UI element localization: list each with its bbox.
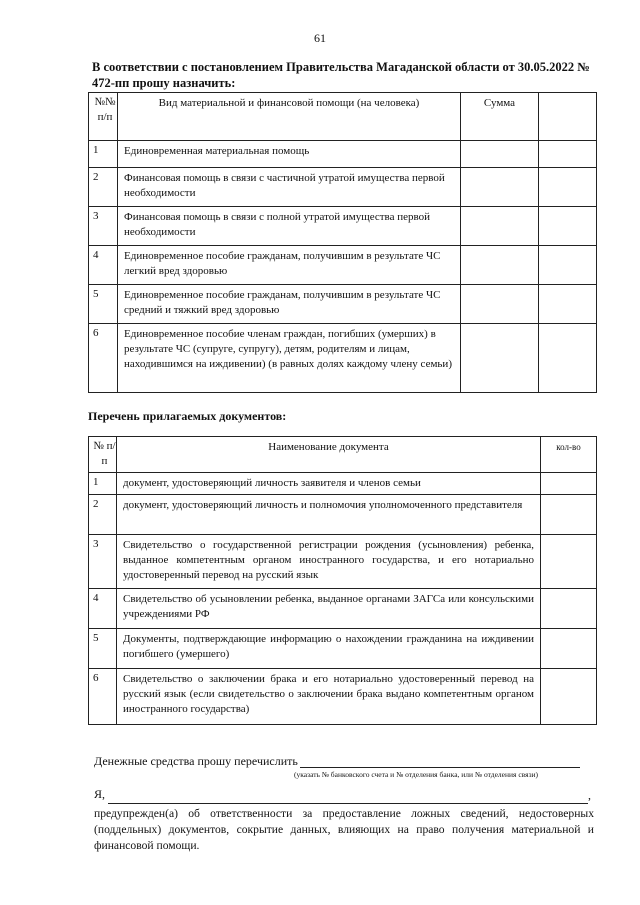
intro-heading: В соответствии с постановлением Правительства Магаданской области от 30.05.2022 № 472-пп прошу назначить: — [92, 60, 590, 90]
declarant-name-field[interactable] — [108, 803, 588, 804]
aid-row-text: Единовременное пособие гражданам, получившим в результате ЧС легкий вред здоровью — [118, 246, 461, 285]
aid-header-extra — [539, 93, 597, 141]
docs-table — [88, 436, 597, 725]
docs-qty-cell[interactable] — [541, 495, 597, 535]
bank-account-field[interactable] — [300, 767, 580, 768]
aid-table — [88, 92, 597, 393]
docs-row — [89, 535, 597, 589]
aid-sum-cell[interactable] — [461, 246, 539, 285]
aid-row-num: 4 — [89, 246, 118, 285]
aid-extra-cell[interactable] — [539, 207, 597, 246]
aid-sum-cell[interactable] — [461, 285, 539, 324]
docs-section-title: Перечень прилагаемых документов: — [88, 409, 287, 423]
docs-row-num: 4 — [89, 589, 117, 629]
aid-row-num: 5 — [89, 285, 118, 324]
aid-header-type: Вид материальной и финансовой помощи (на человека) — [118, 93, 461, 141]
money-transfer-label: Денежные средства прошу перечислить — [94, 754, 298, 768]
aid-row-text: Единовременное пособие гражданам, получившим в результате ЧС средний и тяжкий вред здоровью — [118, 285, 461, 324]
aid-row-num: 6 — [89, 324, 118, 393]
docs-qty-cell[interactable] — [541, 629, 597, 669]
declarant-prefix: Я, — [94, 787, 106, 801]
docs-qty-cell[interactable] — [541, 535, 597, 589]
docs-qty-cell[interactable] — [541, 669, 597, 725]
docs-row-num: 6 — [89, 669, 117, 725]
aid-row-num: 1 — [89, 141, 118, 168]
aid-row — [89, 285, 597, 324]
docs-table-header — [89, 437, 597, 473]
docs-row — [89, 669, 597, 725]
docs-row — [89, 589, 597, 629]
docs-row-num: 3 — [89, 535, 117, 589]
aid-row — [89, 207, 597, 246]
aid-row-text: Финансовая помощь в связи с полной утратой имущества первой необходимости — [118, 207, 461, 246]
aid-extra-cell[interactable] — [539, 168, 597, 207]
liability-warning: предупрежден(а) об ответственности за предоставление ложных сведений, недостоверных (поддельных) документов, сокрытие данных, влияющих на право получения материальной и финансовой помощи. — [94, 807, 594, 852]
aid-row-text: Единовременная материальная помощь — [118, 141, 461, 168]
aid-sum-cell[interactable] — [461, 168, 539, 207]
aid-header-num: №№ п/п — [89, 93, 118, 141]
aid-header-sum: Сумма — [461, 93, 539, 141]
bank-account-hint: (указать № банковского счета и № отделения банка, или № отделения связи) — [294, 770, 539, 779]
aid-table-header — [89, 93, 597, 141]
docs-row — [89, 495, 597, 535]
aid-sum-cell[interactable] — [461, 141, 539, 168]
aid-row-text: Финансовая помощь в связи с частичной утратой имущества первой необходимости — [118, 168, 461, 207]
aid-row-num: 2 — [89, 168, 118, 207]
docs-header-qty: кол-во — [541, 437, 597, 473]
aid-row — [89, 168, 597, 207]
aid-extra-cell[interactable] — [539, 324, 597, 393]
aid-sum-cell[interactable] — [461, 324, 539, 393]
docs-row — [89, 629, 597, 669]
declarant-comma: , — [588, 788, 591, 802]
docs-header-num: № п/п — [89, 437, 117, 473]
page-number: 61 — [314, 31, 326, 45]
docs-row-num: 5 — [89, 629, 117, 669]
aid-extra-cell[interactable] — [539, 285, 597, 324]
docs-row-text: Свидетельство об усыновлении ребенка, выданное органами ЗАГСа или консульскими учреждениями РФ — [117, 589, 541, 629]
aid-extra-cell[interactable] — [539, 141, 597, 168]
docs-qty-cell[interactable] — [541, 473, 597, 495]
docs-qty-cell[interactable] — [541, 589, 597, 629]
docs-row-text: документ, удостоверяющий личность заявителя и членов семьи — [117, 473, 541, 495]
aid-sum-cell[interactable] — [461, 207, 539, 246]
aid-extra-cell[interactable] — [539, 246, 597, 285]
docs-row-num: 1 — [89, 473, 117, 495]
aid-row — [89, 246, 597, 285]
docs-row — [89, 473, 597, 495]
docs-row-text: Документы, подтверждающие информацию о нахождении гражданина на иждивении погибшего (умершего) — [117, 629, 541, 669]
docs-row-num: 2 — [89, 495, 117, 535]
docs-header-name: Наименование документа — [117, 437, 541, 473]
docs-row-text: документ, удостоверяющий личность и полномочия уполномоченного представителя — [117, 495, 541, 535]
aid-row-num: 3 — [89, 207, 118, 246]
aid-row-text: Единовременное пособие членам граждан, погибших (умерших) в результате ЧС (супруге, супругу), детям, родителям и лицам, находившимся на иждивении) (в равных долях каждому члену семьи) — [118, 324, 461, 393]
docs-row-text: Свидетельство о государственной регистрации рождения (усыновления) ребенка, выданное компетентным органом иностранного государства, и его нотариально удостоверенный перевод на русский язык — [117, 535, 541, 589]
docs-row-text: Свидетельство о заключении брака и его нотариально удостоверенный перевод на русский язык (если свидетельство о заключении брака выдано компетентным органом иностранного государства) — [117, 669, 541, 725]
aid-row — [89, 141, 597, 168]
aid-row — [89, 324, 597, 393]
